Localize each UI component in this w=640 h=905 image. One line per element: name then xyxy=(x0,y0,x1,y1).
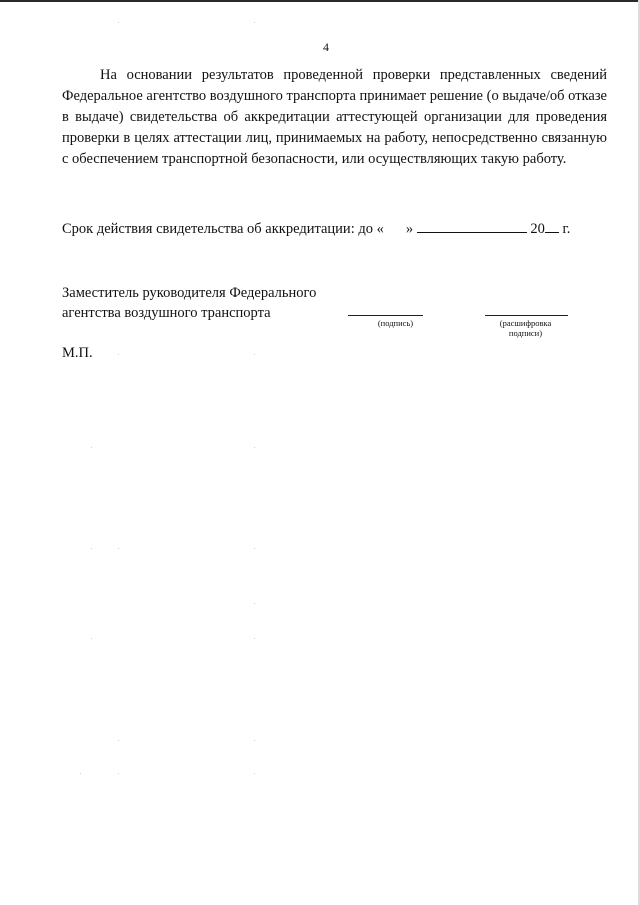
scan-speck xyxy=(254,638,255,639)
signature-caption: (подпись) xyxy=(377,318,414,328)
year-suffix: г. xyxy=(562,221,571,237)
scan-speck xyxy=(80,773,81,774)
scan-speck xyxy=(254,773,255,774)
scan-speck xyxy=(118,22,119,23)
scan-speck xyxy=(254,603,255,604)
scan-speck xyxy=(91,447,92,448)
scan-speck xyxy=(254,22,255,23)
scan-speck xyxy=(118,548,119,549)
validity-line xyxy=(62,220,607,238)
scan-speck xyxy=(91,548,92,549)
scan-speck xyxy=(118,354,119,355)
scan-speck xyxy=(118,740,119,741)
stamp-label: М.П. xyxy=(62,345,93,361)
decoding-caption-line-2: подписи) xyxy=(508,328,543,338)
validity-close-quote: » xyxy=(405,221,414,237)
signer-title xyxy=(62,283,316,323)
decision-paragraph: На основании результатов проведенной проверки представленных сведений Федеральное агентство воздушного транспорта принимает решение (о выдаче/об отказе в выдаче) свидетельства об аккредитации аттестующей организации для проведения проверки в целях аттестации лиц, принимаемых на работу, непосредственно связанную с обеспечением транспортной безопасности, или осуществляющих такую работу. xyxy=(62,67,607,167)
scan-speck xyxy=(254,447,255,448)
signer-line-1: Заместитель руководителя Федерального xyxy=(62,285,317,301)
signature-line xyxy=(348,315,423,316)
page-number: 4 xyxy=(323,40,329,54)
decoding-caption xyxy=(478,318,573,338)
decoding-caption-line-1: (расшифровка xyxy=(499,318,552,328)
year-prefix: 20 xyxy=(530,221,545,237)
month-blank xyxy=(417,220,527,233)
scan-speck xyxy=(254,354,255,355)
day-blank xyxy=(384,221,406,233)
scan-speck xyxy=(254,740,255,741)
scan-speck xyxy=(118,773,119,774)
signer-line-2: агентства воздушного транспорта xyxy=(62,305,271,321)
year-blank xyxy=(545,220,559,233)
validity-label: Срок действия свидетельства об аккредитации: до « xyxy=(62,221,384,237)
decoding-line xyxy=(485,315,568,316)
scan-speck xyxy=(254,548,255,549)
scan-speck xyxy=(91,638,92,639)
page-top-edge xyxy=(0,0,640,2)
